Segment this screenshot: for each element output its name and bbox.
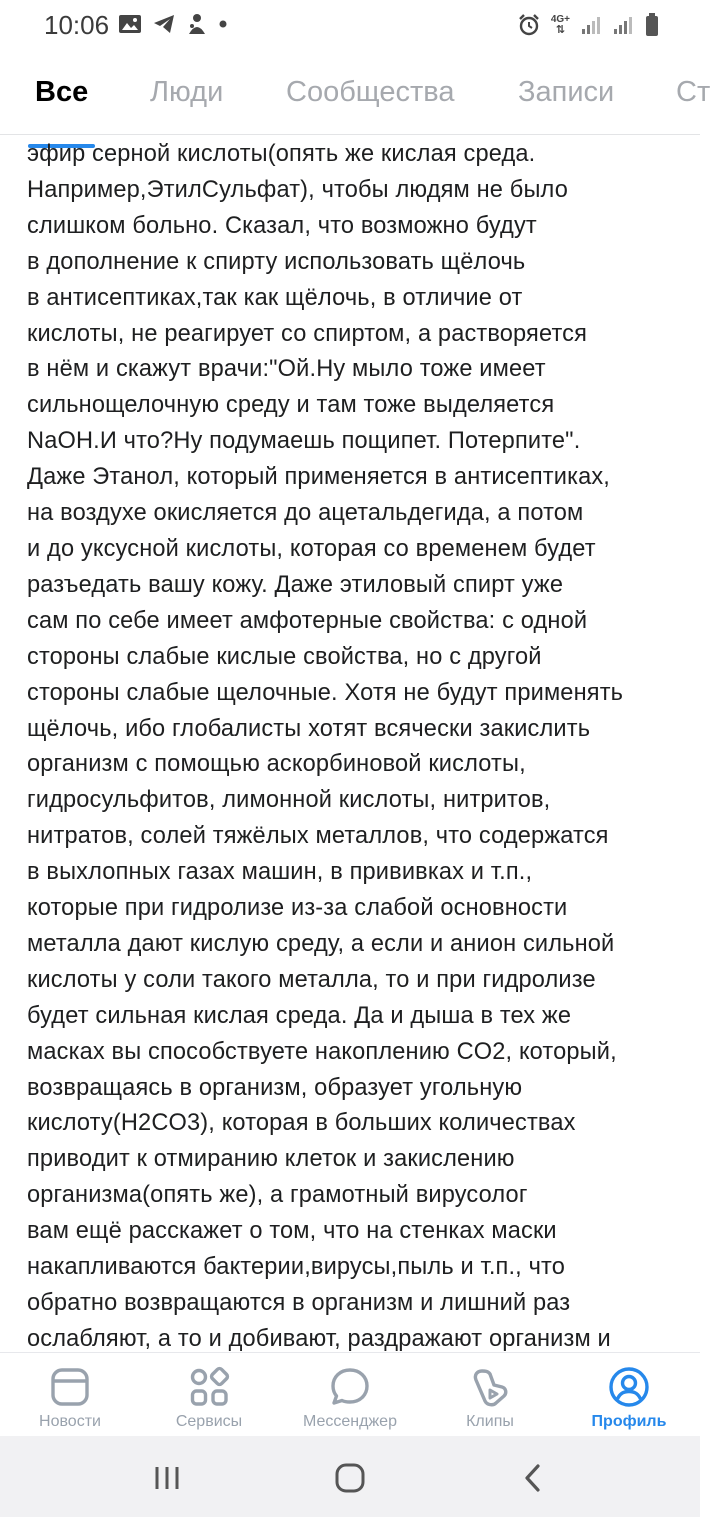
post-text-line: которые при гидролизе из-за слабой основности [27,895,568,922]
nav-services-label: Сервисы [175,1413,243,1430]
nav-messenger[interactable] [296,1353,404,1437]
post-text-line: приводит к отмиранию клеток и закислению [27,1146,515,1173]
system-navigation-bar [0,1436,700,1517]
alarm-icon [517,13,541,37]
post-text-line: кислоты у соли такого металла, то и при гидролизе [27,966,596,993]
status-bar [0,0,700,52]
nav-services[interactable] [162,1353,256,1437]
tab-more[interactable]: Ст [676,76,710,108]
nav-clips[interactable] [446,1353,534,1437]
services-icon [187,1365,231,1409]
system-status-icons [517,12,660,38]
post-text-line: будет сильная кислая среда. Да и дыша в тех же [27,1002,572,1029]
image-icon [118,13,142,35]
post-text-line: сам по себе имеет амфотерные свойства: с одной [27,607,588,634]
post-text-line: организм с помощью аскорбиновой кислоты, [27,751,526,778]
post-text-line: и до уксусной кислоты, которая со временем будет [27,535,596,562]
post-text[interactable] [27,134,677,1354]
post-text-line: эфир серной кислоты(опять же кислая среда. [27,141,536,167]
search-tabs [0,58,710,135]
telegram-icon [152,13,176,35]
tab-all[interactable]: Все [35,76,89,108]
post-text-line: в антисептиках,так как щёлочь, в отличие от [27,284,523,311]
post-text-line: стороны слабые кислые свойства, но с другой [27,643,542,670]
nav-clips-label: Клипы [466,1413,514,1430]
post-text-line: нитратов, солей тяжёлых металлов, что содержатся [27,823,609,850]
news-icon [48,1365,92,1409]
post-text-line: ослабляют, а то и добивают, раздражают организм и [27,1325,611,1352]
post-text-line: металла дают кислую среду, а если и анион сильной [27,930,615,957]
nav-messenger-label: Мессенджер [303,1413,397,1430]
post-text-line: стороны слабые щелочные. Хотя не будут применять [27,679,624,706]
network-icon: 4G+ ⇅ [550,14,570,36]
bottom-navigation [0,1352,700,1437]
back-icon[interactable] [514,1458,554,1498]
status-time: 10:06 [44,10,110,40]
signal-icon [580,14,602,36]
signal-icon [612,14,634,36]
post-text-line: сильнощелочную среду и там тоже выделяется [27,392,555,419]
profile-icon [607,1365,651,1409]
post-text-line: Например,ЭтилСульфат), чтобы людям не было [27,176,569,203]
post-text-line: гидросульфитов, лимонной кислоты, нитритов, [27,787,551,814]
nav-profile[interactable] [584,1353,674,1437]
post-text-line: масках вы способствуете накоплению CO2, который, [27,1038,617,1065]
post-text-line: в нём и скажут врачи:"Ой.Ну мыло тоже имеет [27,356,546,383]
post-text-line: Даже Этанол, который применяется в антисептиках, [27,464,611,491]
clips-icon [468,1365,512,1409]
battery-icon [644,12,660,38]
recent-apps-icon[interactable] [147,1458,187,1498]
post-text-line: кислоту(H2CO3), которая в больших количествах [27,1110,576,1137]
post-text-line: вам ещё расскажет о том, что на стенках маски [27,1218,557,1245]
post-text-line: обратно возвращаются в организм и лишний раз [27,1290,571,1316]
post-text-line: организма(опять же), а грамотный вирусолог [27,1182,528,1209]
post-text-line: кислоты, не реагирует со спиртом, а растворяется [27,320,588,347]
post-text-body [27,134,677,1358]
tab-people[interactable]: Люди [150,76,224,108]
network-type-label: 4G+ [550,14,570,25]
post-text-line: на воздухе окисляется до ацетальдегида, а потом [27,500,584,527]
nav-news-label: Новости [39,1413,101,1430]
tab-communities[interactable]: Сообщества [286,76,455,108]
post-text-line: в выхлопных газах машин, в прививках и т.п., [27,859,533,886]
post-text-line: возвращаясь в организм, образует угольную [27,1074,523,1101]
post-text-line: накапливаются бактерии,вирусы,пыль и т.п., что [27,1254,565,1281]
post-text-line: щёлочь, ибо глобалисты хотят всячески закислить [27,715,591,742]
nav-news[interactable] [24,1353,116,1437]
notification-icons [118,12,228,36]
home-icon[interactable] [330,1458,370,1498]
messenger-icon [328,1365,372,1409]
post-text-line: слишком больно. Сказал, что возможно будут [27,212,537,239]
app-icon [186,12,208,36]
tab-posts[interactable]: Записи [518,76,615,108]
dot-icon [218,13,228,35]
post-text-line: NaOH.И что?Ну подумаешь пощипет. Потерпите". [27,428,581,455]
nav-profile-label: Профиль [591,1413,667,1430]
post-text-line: в дополнение к спирту использовать щёлочь [27,248,526,275]
post-text-line: разъедать вашу кожу. Даже этиловый спирт уже [27,571,564,598]
